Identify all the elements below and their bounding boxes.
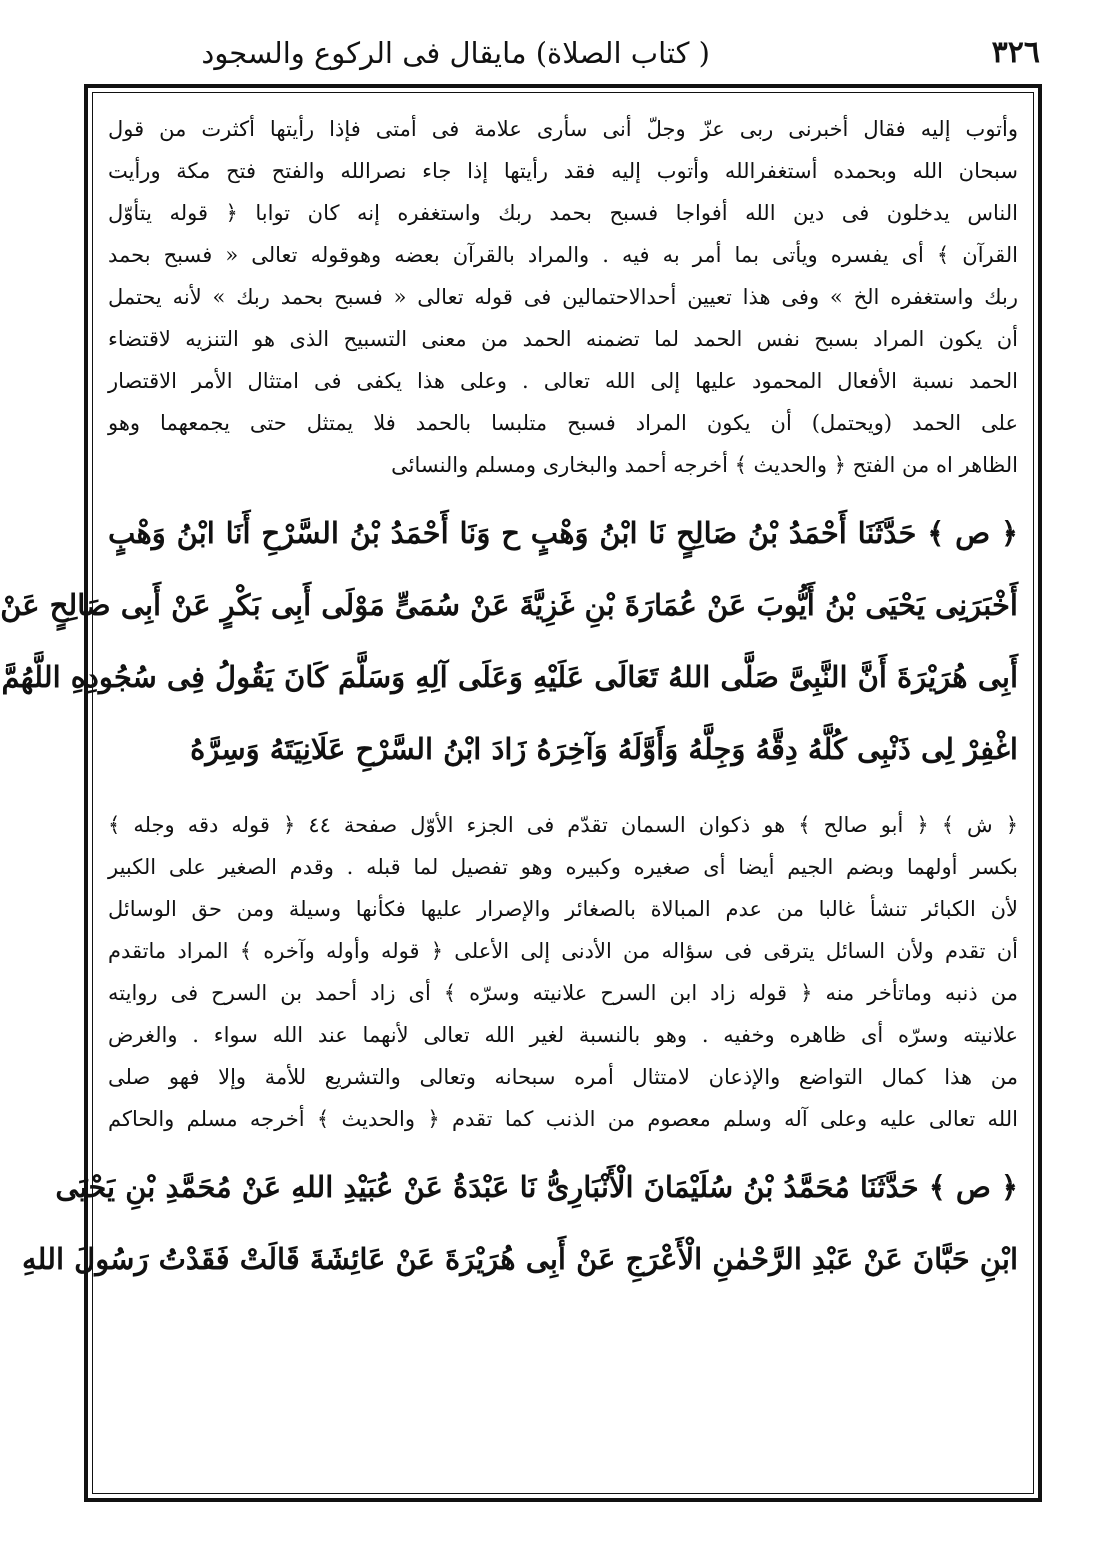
commentary-line: من ذنبه وماتأخر منه ﴿ قوله زاد ابن السرح علانيته وسرّه ﴾ أى زاد أحمد بن السرح فى روايته	[108, 981, 1018, 1005]
commentary-line: أن تقدم ولأن السائل يترقى فى سؤاله من الأدنى إلى الأعلى ﴿ قوله وأوله وآخره ﴾ المراد ماتقدم	[108, 939, 1018, 963]
commentary-line: ربك واستغفره الخ » وفى هذا تعيين أحدالاحتمالين فى قوله تعالى « فسبح بحمد ربك » لأنه يحتمل	[108, 285, 1018, 309]
commentary-line: الله تعالى عليه وعلى آله وسلم معصوم من الذنب كما تقدم ﴿ والحديث ﴾ أخرجه مسلم والحاكم	[108, 1107, 1018, 1131]
commentary-line: علانيته وسرّه أى ظاهره وخفيه . وهو بالنسبة لغير الله تعالى لأنهما عند الله سواء . والغرض	[108, 1023, 1018, 1047]
page-number: ٣٢٦	[991, 35, 1040, 70]
commentary-line: وأتوب إليه فقال أخبرنى ربى عزّ وجلّ أنى سأرى علامة فى أمتى فإذا رأيتها أكثرت من قول	[108, 117, 1018, 141]
commentary-line: الظاهر اه من الفتح ﴿ والحديث ﴾ أخرجه أحمد والبخارى ومسلم والنسائى	[391, 453, 1018, 477]
hadith-line: اغْفِرْ لِى ذَنْبِى كُلَّهُ دِقَّهُ وَجِلَّهُ وَأَوَّلَهُ وَآخِرَهُ زَادَ ابْنُ السَّرْحِ عَلَانِيَتَهُ وَسِرَّهُ	[190, 732, 1018, 766]
commentary-line: لأن الكبائر تنشأ غالبا من عدم المبالاة بالصغائر والإصرار عليها فكأنها وسيلة ومن حق الوسائل	[108, 897, 1018, 921]
commentary-line: الحمد نسبة الأفعال المحمود عليها إلى الله تعالى . وعلى هذا يكفى فى امتثال الأمر الاقتصار	[108, 369, 1018, 393]
commentary-line: الناس يدخلون فى دين الله أفواجا فسبح بحمد ربك واستغفره إنه كان توابا ﴿ قوله يتأوّل	[108, 201, 1018, 225]
page-content	[0, 96, 1019, 1488]
commentary-line: ﴿ ش ﴾ ﴿ أبو صالح ﴾ هو ذكوان السمان تقدّم فى الجزء الأوّل صفحة ٤٤ ﴿ قوله دقه وجله ﴾	[108, 813, 1019, 837]
hadith-line: ﴿ ص ﴾ حَدَّثَنَا أَحْمَدُ بْنُ صَالِحٍ نَا ابْنُ وَهْبٍ ح وَنَا أَحْمَدُ بْنُ السَّرْحِ أَنَا ابْنُ وَهْبٍ	[108, 516, 1018, 550]
commentary-line: بكسر أولهما وبضم الجيم أيضا أى صغيره وكبيره وهو تفصيل لما قبله . وقدم الصغير على الكبير	[108, 855, 1018, 879]
commentary-line: من هذا كمال التواضع والإذعان لامتثال أمره سبحانه وتعالى والتشريع للأمة وإلا فهو صلى	[108, 1065, 1018, 1089]
hadith-line: ﴿ ص ﴾ حَدَّثَنَا مُحَمَّدُ بْنُ سُلَيْمَانَ الْأَنْبَارِىُّ نَا عَبْدَةُ عَنْ عُبَيْدِ اللهِ عَنْ مُحَمَّدِ بْنِ يَحْيَى	[55, 1170, 1018, 1204]
commentary-line: أن يكون المراد بسبح نفس الحمد لما تضمنه الحمد من معنى التسبيح الذى هو التنزيه لاقتضاء	[108, 327, 1018, 351]
commentary-line: سبحان الله وبحمده أستغفرالله وأتوب إليه فقد رأيتها إذا جاء نصرالله والفتح فتح مكة ورأيت	[108, 159, 1018, 183]
hadith-line: أَخْبَرَنِى يَحْيَى بْنُ أَيُّوبَ عَنْ عُمَارَةَ بْنِ غَزِيَّةَ عَنْ سُمَىٍّ مَوْلَى أَبِى بَكْرٍ عَنْ أَبِى صَالِحٍ عَنْ	[0, 588, 1018, 622]
hadith-line: أَبِى هُرَيْرَةَ أَنَّ النَّبِىَّ صَلَّى اللهُ تَعَالَى عَلَيْهِ وَعَلَى آلِهِ وَسَلَّمَ كَانَ يَقُولُ فِى سُجُودِهِ اللَّهُمَّ	[1, 660, 1018, 694]
running-title: ( كتاب الصلاة) مايقال فى الركوع والسجود	[201, 36, 710, 70]
hadith-line: ابْنِ حَبَّانَ عَنْ عَبْدِ الرَّحْمٰنِ الْأَعْرَجِ عَنْ أَبِى هُرَيْرَةَ عَنْ عَائِشَةَ قَالَتْ فَقَدْتُ رَسُولَ اللهِ	[21, 1242, 1018, 1276]
commentary-line: القرآن ﴾ أى يفسره ويأتى بما أمر به فيه . والمراد بالقرآن بعضه وهوقوله تعالى « فسبح بحمد	[108, 243, 1018, 267]
page-header	[90, 28, 1040, 78]
commentary-line: على الحمد (ويحتمل) أن يكون المراد فسبح متلبسا بالحمد فلا يمتثل حتى يجمعهما وهو	[108, 411, 1018, 435]
